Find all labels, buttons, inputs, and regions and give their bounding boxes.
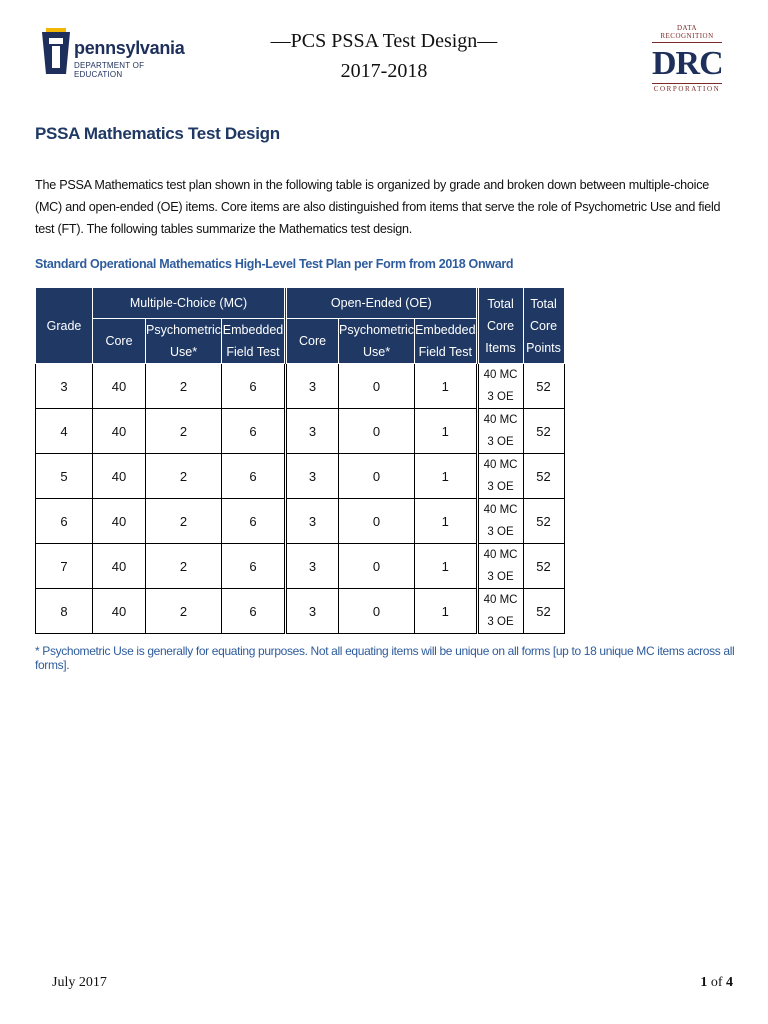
cell-items-oe: 3 OE [487, 481, 514, 493]
cell-mc-psychometric: 2 [146, 364, 222, 409]
table-header-row-1 [36, 288, 565, 319]
cell-mc-field-test: 6 [222, 409, 286, 454]
table-row [36, 589, 565, 634]
header-mc-psychometric [146, 319, 222, 364]
header-mc-psychometric-l2: Use* [169, 345, 198, 359]
drc-logo-top: DATA RECOGNITION [660, 24, 714, 40]
cell-total-core-points: 52 [523, 499, 564, 544]
pa-logo-name: pennsylvania [74, 38, 185, 58]
cell-grade: 6 [36, 499, 93, 544]
cell-total-core-items [477, 589, 523, 634]
cell-total-core-points: 52 [523, 364, 564, 409]
page-number [700, 975, 733, 991]
page-title-line2: 2017-2018 [340, 60, 428, 82]
cell-total-core-points: 52 [523, 409, 564, 454]
cell-oe-psychometric: 0 [339, 544, 415, 589]
table-caption: Standard Operational Mathematics High-Level Test Plan per Form from 2018 Onward [35, 257, 514, 271]
cell-oe-core: 3 [286, 454, 339, 499]
cell-mc-psychometric: 2 [146, 544, 222, 589]
cell-grade: 5 [36, 454, 93, 499]
cell-mc-psychometric: 2 [146, 589, 222, 634]
cell-mc-core: 40 [93, 589, 146, 634]
header-mc-core: Core [93, 319, 146, 364]
cell-mc-core: 40 [93, 454, 146, 499]
table-row [36, 454, 565, 499]
cell-grade: 7 [36, 544, 93, 589]
header-oe-embedded [415, 319, 477, 364]
cell-items-mc: 40 MC [483, 414, 518, 426]
header-mc-group: Multiple-Choice (MC) [93, 288, 286, 319]
page-title-line1: —PCS PSSA Test Design— [270, 30, 498, 52]
header-mc-psychometric-l1: Psychometric [146, 323, 222, 337]
cell-grade: 4 [36, 409, 93, 454]
cell-grade: 8 [36, 589, 93, 634]
cell-total-core-points: 52 [523, 589, 564, 634]
header-total-core-items [477, 288, 523, 364]
cell-items-oe: 3 OE [487, 526, 514, 538]
cell-items-oe: 3 OE [487, 436, 514, 448]
cell-mc-core: 40 [93, 364, 146, 409]
cell-total-core-items [477, 499, 523, 544]
pa-logo-dept: DEPARTMENT OF EDUCATION [74, 61, 145, 79]
cell-total-core-items [477, 364, 523, 409]
cell-oe-field-test: 1 [415, 454, 477, 499]
header-mc-embedded-l1: Embedded [222, 323, 284, 337]
cell-mc-field-test: 6 [222, 544, 286, 589]
drc-logo-rule [652, 42, 722, 43]
cell-items-oe: 3 OE [487, 616, 514, 628]
header-oe-core: Core [286, 319, 339, 364]
drc-logo-main: DRC [652, 45, 723, 82]
cell-grade: 3 [36, 364, 93, 409]
page-total: 4 [726, 975, 733, 990]
header-total-core-items-l3: Items [485, 340, 516, 355]
cell-oe-psychometric: 0 [339, 364, 415, 409]
page-current: 1 [700, 975, 708, 990]
table-row [36, 409, 565, 454]
header-mc-embedded-l2: Field Test [226, 345, 280, 359]
header-grade: Grade [36, 288, 93, 364]
cell-oe-field-test: 1 [415, 544, 477, 589]
cell-oe-core: 3 [286, 409, 339, 454]
cell-mc-field-test: 6 [222, 589, 286, 634]
cell-mc-psychometric: 2 [146, 409, 222, 454]
cell-mc-psychometric: 2 [146, 454, 222, 499]
drc-logo [652, 24, 722, 94]
header-total-core-points-l2: Core [529, 318, 558, 333]
cell-items-mc: 40 MC [483, 459, 518, 471]
header-oe-psychometric-l1: Psychometric [339, 323, 415, 337]
page-of: of [710, 975, 723, 990]
table-row [36, 364, 565, 409]
cell-items-mc: 40 MC [483, 369, 518, 381]
cell-items-oe: 3 OE [487, 391, 514, 403]
cell-oe-field-test: 1 [415, 364, 477, 409]
cell-oe-psychometric: 0 [339, 589, 415, 634]
table-footnote: * Psychometric Use is generally for equating purposes. Not all equating items will be unique on all forms [up to 18 unique MC items across all forms]. [35, 644, 735, 672]
cell-items-oe: 3 OE [487, 571, 514, 583]
section-title: PSSA Mathematics Test Design [35, 124, 280, 143]
header-total-core-points-l3: Points [526, 340, 561, 355]
cell-total-core-points: 52 [523, 454, 564, 499]
drc-logo-bottom: CORPORATION [653, 85, 721, 93]
cell-total-core-items [477, 454, 523, 499]
cell-mc-field-test: 6 [222, 454, 286, 499]
table-row [36, 544, 565, 589]
cell-oe-psychometric: 0 [339, 499, 415, 544]
cell-mc-field-test: 6 [222, 364, 286, 409]
cell-oe-psychometric: 0 [339, 454, 415, 499]
cell-items-mc: 40 MC [483, 594, 518, 606]
cell-mc-core: 40 [93, 544, 146, 589]
footer-date: July 2017 [52, 975, 107, 990]
cell-mc-field-test: 6 [222, 499, 286, 544]
header-oe-psychometric [339, 319, 415, 364]
cell-oe-core: 3 [286, 589, 339, 634]
cell-mc-psychometric: 2 [146, 499, 222, 544]
cell-oe-field-test: 1 [415, 589, 477, 634]
header-oe-psychometric-l2: Use* [363, 345, 391, 359]
cell-items-mc: 40 MC [483, 549, 518, 561]
cell-oe-core: 3 [286, 364, 339, 409]
header-total-core-points-l1: Total [530, 296, 557, 311]
header-oe-embedded-l2: Field Test [418, 345, 472, 359]
cell-total-core-items [477, 409, 523, 454]
cell-oe-field-test: 1 [415, 409, 477, 454]
header-mc-embedded [222, 319, 286, 364]
header-oe-embedded-l1: Embedded [415, 323, 476, 337]
cell-total-core-items [477, 544, 523, 589]
cell-mc-core: 40 [93, 499, 146, 544]
cell-oe-psychometric: 0 [339, 409, 415, 454]
cell-oe-field-test: 1 [415, 499, 477, 544]
cell-mc-core: 40 [93, 409, 146, 454]
header-total-core-items-l1: Total [487, 296, 514, 311]
intro-paragraph: The PSSA Mathematics test plan shown in the following table is organized by grade and broken down between multiple-choice (MC) and open-ended (OE) items. Core items are also distinguished from items that serve the role of Psychometric Use and field test (FT). The following tables summarize the Mathematics test design. [35, 178, 721, 236]
cell-items-mc: 40 MC [483, 504, 518, 516]
header-total-core-items-l2: Core [486, 318, 515, 333]
header-total-core-points [523, 288, 564, 364]
cell-total-core-points: 52 [523, 544, 564, 589]
header-oe-group: Open-Ended (OE) [286, 288, 478, 319]
cell-oe-core: 3 [286, 544, 339, 589]
test-plan-table [35, 287, 565, 634]
cell-oe-core: 3 [286, 499, 339, 544]
table-row [36, 499, 565, 544]
